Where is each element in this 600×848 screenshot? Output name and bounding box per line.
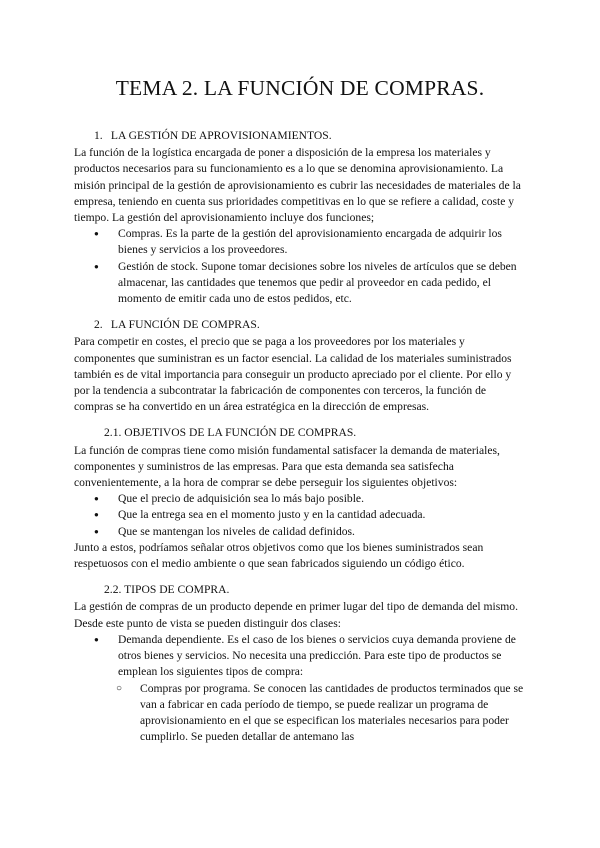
list-item: ● Compras. Es la parte de la gestión del aprovisionamiento encargada de adquirir los bienes y servicios a los proveedores. — [94, 226, 526, 258]
section-number: 1. — [94, 129, 103, 142]
list-item: ● Que se mantengan los niveles de calidad definidos. — [94, 524, 526, 540]
section-title: LA GESTIÓN DE APROVISIONAMIENTOS. — [110, 129, 332, 142]
paragraph: La función de la logística encargada de poner a disposición de la empresa los materiales y productos necesarios para su funcionamiento es a lo que se denomina aprovisionamiento. La misión principal de la gestión de aprovisionamiento es cubrir las necesidades de materiales de la empresa, teniendo en cuenta sus prioridades competitivas en lo que se refiere a calidad, coste y tiempo. La gestión del aprovisionamiento incluye dos funciones; — [74, 146, 521, 225]
section-heading-2 — [74, 317, 526, 333]
bullet-list — [74, 226, 526, 307]
list-item: ● Que el precio de adquisición sea lo más bajo posible. — [94, 491, 526, 507]
paragraph: Junto a estos, podríamos señalar otros objetivos como que los bienes suministrados sean respetuosos con el medio ambiente o que sean fabricados siguiendo un código ético. — [74, 540, 484, 571]
section-number: 2. — [94, 318, 103, 332]
paragraph: Para competir en costes, el precio que se paga a los proveedores por los materiales y componentes que suministran es un factor esencial. La calidad de los materiales suministrados también es de vital importancia para conseguir un producto apreciado por el cliente. Por ello y por la tendencia a subcontratar la fabricación de componentes con terceros, la función de compras se ha convertido en un área estratégica en la dirección de empresas. — [74, 335, 512, 414]
section-heading-1 — [74, 128, 526, 144]
document-body — [74, 128, 526, 745]
page-title: TEMA 2. LA FUNCIÓN DE COMPRAS. — [115, 76, 485, 100]
sub-list-item: ○ Compras por programa. Se conocen las cantidades de productos terminados que se van a fabricar en cada período de tiempo, se puede realizar un programa de aprovisionamiento en el que se especifican los materiales necesarios para poder cumplirlo. Se pueden detallar de antemano las — [116, 681, 526, 746]
list-item: ● Demanda dependiente. Es el caso de los bienes o servicios cuya demanda proviene de otros bienes y servicios. No necesita una predicción. Para este tipo de productos se emplean los siguientes tipos de compra: — [94, 632, 526, 681]
paragraph: La gestión de compras de un producto depende en primer lugar del tipo de demanda del mismo. Desde este punto de vista se pueden distinguir dos clases: — [74, 600, 518, 630]
list-item: ● Gestión de stock. Supone tomar decisiones sobre los niveles de artículos que se deben almacenar, las cantidades que tenemos que pedir al proveedor en cada pedido, el momento de emitir cada uno de estos pedidos, etc. — [94, 259, 526, 308]
bullet-list — [74, 491, 526, 540]
section-title: LA FUNCIÓN DE COMPRAS. — [110, 318, 260, 332]
list-item: ● Que la entrega sea en el momento justo y en la cantidad adecuada. — [94, 507, 526, 523]
paragraph: La función de compras tiene como misión fundamental satisfacer la demanda de materiales, componentes y suministros de las empresas. Para que esta demanda sea satisfecha convenientemente, a la hora de comprar se debe perseguir los siguientes objetivos: — [74, 443, 500, 490]
bullet-list — [74, 632, 526, 681]
sub-bullet-list — [74, 681, 526, 746]
subsection-heading-2-1: 2.1. OBJETIVOS DE LA FUNCIÓN DE COMPRAS. — [104, 426, 357, 440]
subsection-heading-2-2: 2.2. TIPOS DE COMPRA. — [104, 583, 230, 597]
